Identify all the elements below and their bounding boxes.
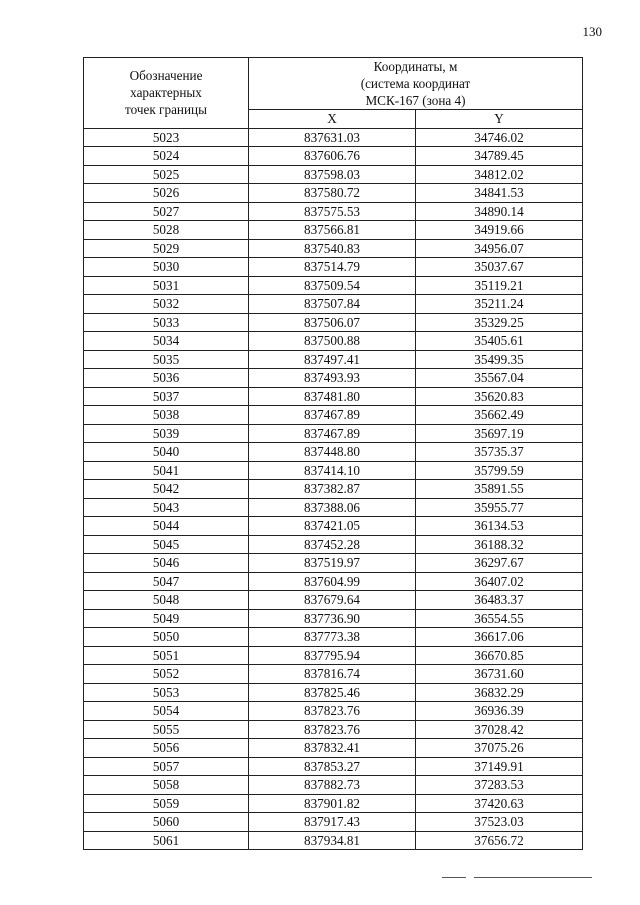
point-cell: 5055 [84, 720, 249, 739]
x-cell: 837481.80 [249, 387, 416, 406]
x-cell: 837566.81 [249, 221, 416, 240]
point-designation-line-2: характерных [130, 85, 202, 101]
table-row [84, 794, 583, 813]
table-row [84, 739, 583, 758]
x-cell: 837493.93 [249, 369, 416, 388]
x-cell: 837631.03 [249, 128, 416, 147]
point-cell: 5027 [84, 202, 249, 221]
table-row [84, 239, 583, 258]
point-cell: 5060 [84, 813, 249, 832]
coordinates-header-line-2: (система координат [360, 76, 471, 91]
y-cell: 36134.53 [416, 517, 583, 536]
y-cell: 35620.83 [416, 387, 583, 406]
point-cell: 5032 [84, 295, 249, 314]
table-row [84, 369, 583, 388]
point-cell: 5034 [84, 332, 249, 351]
x-cell: 837823.76 [249, 702, 416, 721]
point-cell: 5059 [84, 794, 249, 813]
y-cell: 34746.02 [416, 128, 583, 147]
y-cell: 37656.72 [416, 831, 583, 850]
y-cell: 36936.39 [416, 702, 583, 721]
point-cell: 5054 [84, 702, 249, 721]
x-cell: 837816.74 [249, 665, 416, 684]
x-cell: 837823.76 [249, 720, 416, 739]
x-cell: 837452.28 [249, 535, 416, 554]
table-row [84, 387, 583, 406]
y-cell: 37283.53 [416, 776, 583, 795]
table-row [84, 258, 583, 277]
table-row [84, 757, 583, 776]
x-cell: 837917.43 [249, 813, 416, 832]
footer-rule-short [442, 877, 466, 878]
x-cell: 837388.06 [249, 498, 416, 517]
y-cell: 35499.35 [416, 350, 583, 369]
table-body [84, 128, 583, 850]
table-row [84, 443, 583, 462]
table-row [84, 720, 583, 739]
table-row [84, 202, 583, 221]
point-designation-line-1: Обозначение [129, 68, 203, 84]
table-row [84, 221, 583, 240]
x-cell: 837575.53 [249, 202, 416, 221]
table-row [84, 498, 583, 517]
x-cell: 837509.54 [249, 276, 416, 295]
coordinates-header-line-3: МСК-167 (зона 4) [365, 93, 466, 108]
point-cell: 5045 [84, 535, 249, 554]
y-cell: 34812.02 [416, 165, 583, 184]
point-cell: 5024 [84, 147, 249, 166]
point-cell: 5043 [84, 498, 249, 517]
point-cell: 5051 [84, 646, 249, 665]
point-cell: 5048 [84, 591, 249, 610]
point-cell: 5026 [84, 184, 249, 203]
y-cell: 35329.25 [416, 313, 583, 332]
x-cell: 837467.89 [249, 406, 416, 425]
coordinates-table [83, 57, 583, 850]
point-cell: 5046 [84, 554, 249, 573]
x-cell: 837519.97 [249, 554, 416, 573]
point-cell: 5033 [84, 313, 249, 332]
y-cell: 34919.66 [416, 221, 583, 240]
y-cell: 36617.06 [416, 628, 583, 647]
x-cell: 837795.94 [249, 646, 416, 665]
x-cell: 837500.88 [249, 332, 416, 351]
table-row [84, 591, 583, 610]
y-cell: 35799.59 [416, 461, 583, 480]
y-cell: 37523.03 [416, 813, 583, 832]
y-cell: 35662.49 [416, 406, 583, 425]
x-cell: 837604.99 [249, 572, 416, 591]
coordinates-header-line-1: Координаты, м [373, 59, 458, 74]
x-cell: 837540.83 [249, 239, 416, 258]
x-cell: 837514.79 [249, 258, 416, 277]
table-row [84, 813, 583, 832]
x-cell: 837736.90 [249, 609, 416, 628]
table-row [84, 350, 583, 369]
y-cell: 35891.55 [416, 480, 583, 499]
x-column-header: X [249, 110, 416, 129]
x-cell: 837506.07 [249, 313, 416, 332]
point-cell: 5023 [84, 128, 249, 147]
y-cell: 35211.24 [416, 295, 583, 314]
y-cell: 34956.07 [416, 239, 583, 258]
page-number: 130 [582, 24, 602, 39]
table-row [84, 128, 583, 147]
y-cell: 35119.21 [416, 276, 583, 295]
point-cell: 5025 [84, 165, 249, 184]
point-cell: 5035 [84, 350, 249, 369]
table-row [84, 535, 583, 554]
x-cell: 837448.80 [249, 443, 416, 462]
x-cell: 837773.38 [249, 628, 416, 647]
point-cell: 5042 [84, 480, 249, 499]
table-row [84, 461, 583, 480]
table-row [84, 424, 583, 443]
point-cell: 5056 [84, 739, 249, 758]
point-cell: 5039 [84, 424, 249, 443]
table-row [84, 646, 583, 665]
y-cell: 36407.02 [416, 572, 583, 591]
x-cell: 837901.82 [249, 794, 416, 813]
point-cell: 5029 [84, 239, 249, 258]
y-cell: 35405.61 [416, 332, 583, 351]
footer-rule [442, 877, 592, 878]
table-row [84, 572, 583, 591]
point-cell: 5057 [84, 757, 249, 776]
table-row [84, 313, 583, 332]
table-row [84, 683, 583, 702]
table-row [84, 628, 583, 647]
y-cell: 34789.45 [416, 147, 583, 166]
y-cell: 34890.14 [416, 202, 583, 221]
point-cell: 5038 [84, 406, 249, 425]
table-row [84, 609, 583, 628]
x-cell: 837606.76 [249, 147, 416, 166]
y-cell: 36731.60 [416, 665, 583, 684]
table-row [84, 554, 583, 573]
table-header [84, 58, 583, 129]
x-cell: 837598.03 [249, 165, 416, 184]
table-row [84, 480, 583, 499]
x-cell: 837497.41 [249, 350, 416, 369]
point-cell: 5052 [84, 665, 249, 684]
y-cell: 36297.67 [416, 554, 583, 573]
y-cell: 36832.29 [416, 683, 583, 702]
table-row [84, 831, 583, 850]
point-cell: 5041 [84, 461, 249, 480]
table-row [84, 295, 583, 314]
point-designation-header [84, 58, 249, 129]
x-cell: 837467.89 [249, 424, 416, 443]
point-cell: 5053 [84, 683, 249, 702]
point-cell: 5047 [84, 572, 249, 591]
x-cell: 837507.84 [249, 295, 416, 314]
table-row [84, 276, 583, 295]
y-cell: 35037.67 [416, 258, 583, 277]
y-column-header: Y [416, 110, 583, 129]
x-cell: 837580.72 [249, 184, 416, 203]
y-cell: 37028.42 [416, 720, 583, 739]
table-row [84, 406, 583, 425]
point-cell: 5031 [84, 276, 249, 295]
point-cell: 5044 [84, 517, 249, 536]
point-designation-line-3: точек границы [125, 102, 207, 118]
table-row [84, 776, 583, 795]
y-cell: 37420.63 [416, 794, 583, 813]
x-cell: 837853.27 [249, 757, 416, 776]
table-row [84, 332, 583, 351]
y-cell: 37149.91 [416, 757, 583, 776]
coordinates-header [249, 58, 583, 110]
table-row [84, 184, 583, 203]
table-row [84, 147, 583, 166]
point-cell: 5040 [84, 443, 249, 462]
x-cell: 837414.10 [249, 461, 416, 480]
x-cell: 837421.05 [249, 517, 416, 536]
point-cell: 5049 [84, 609, 249, 628]
footer-rule-long [474, 877, 592, 878]
y-cell: 35735.37 [416, 443, 583, 462]
table-row [84, 165, 583, 184]
point-cell: 5028 [84, 221, 249, 240]
table-row [84, 517, 583, 536]
x-cell: 837382.87 [249, 480, 416, 499]
table-row [84, 702, 583, 721]
x-cell: 837882.73 [249, 776, 416, 795]
y-cell: 36483.37 [416, 591, 583, 610]
y-cell: 37075.26 [416, 739, 583, 758]
point-cell: 5037 [84, 387, 249, 406]
point-cell: 5050 [84, 628, 249, 647]
x-cell: 837825.46 [249, 683, 416, 702]
x-cell: 837934.81 [249, 831, 416, 850]
y-cell: 34841.53 [416, 184, 583, 203]
point-cell: 5061 [84, 831, 249, 850]
y-cell: 36554.55 [416, 609, 583, 628]
point-cell: 5030 [84, 258, 249, 277]
table-row [84, 665, 583, 684]
x-cell: 837832.41 [249, 739, 416, 758]
point-cell: 5036 [84, 369, 249, 388]
y-cell: 36188.32 [416, 535, 583, 554]
x-cell: 837679.64 [249, 591, 416, 610]
y-cell: 35697.19 [416, 424, 583, 443]
y-cell: 36670.85 [416, 646, 583, 665]
header-row-main [84, 58, 583, 110]
point-cell: 5058 [84, 776, 249, 795]
y-cell: 35567.04 [416, 369, 583, 388]
y-cell: 35955.77 [416, 498, 583, 517]
